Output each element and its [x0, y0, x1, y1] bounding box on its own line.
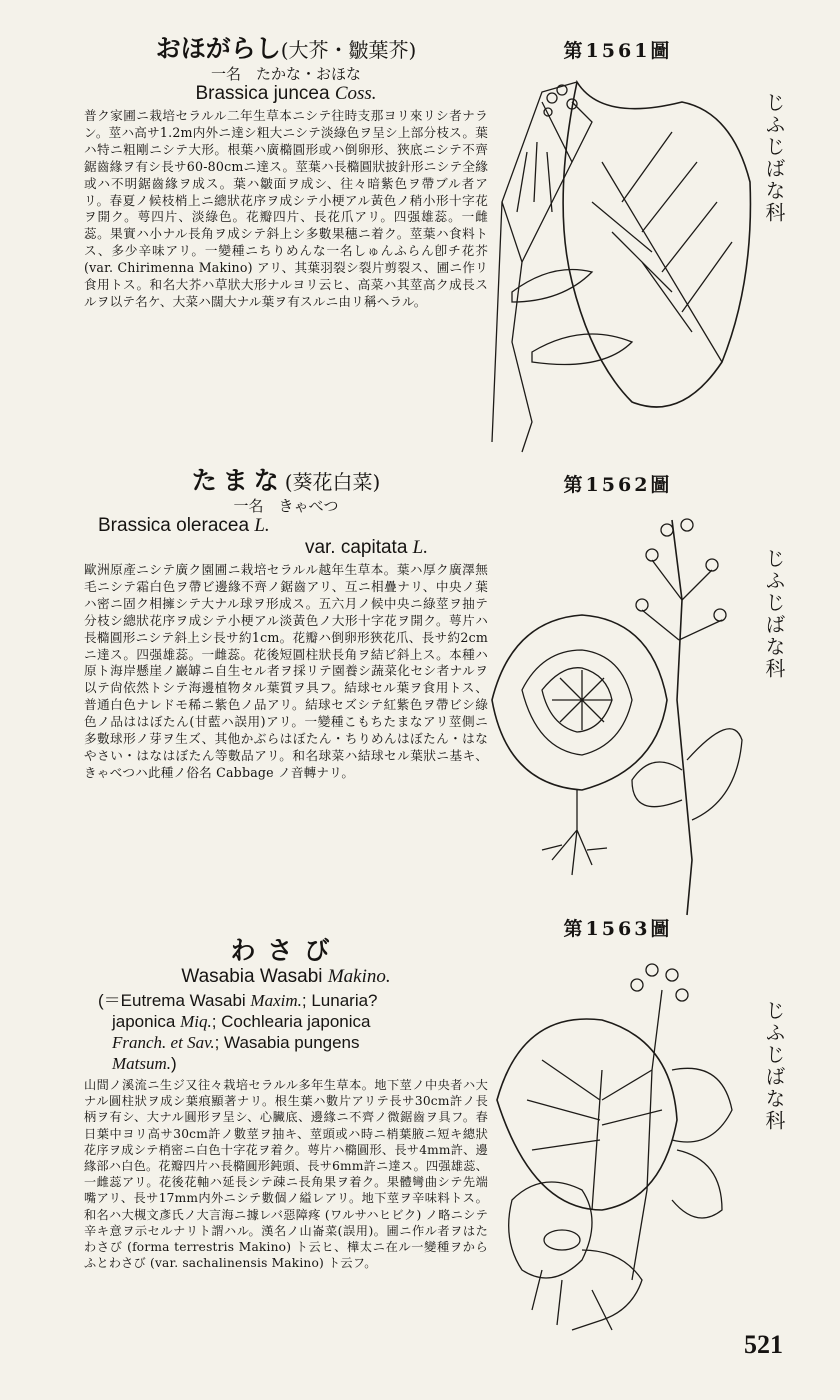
title-text: わさび — [230, 936, 342, 965]
entry-description: 山間ノ溪流ニ生ジ又往々栽培セラルル多年生草本。地下莖ノ中央者ハ大ナル圓柱狀ヲ成シ葉痕顯著ナリ。根生葉ハ數片アリテ長サ30cm許ノ長柄ヲ有シ、大ナル圓形ヲ呈シ、心臟底、邊緣ニ不齊ノ微鋸齒ヲ具フ。春日葉中ヨリ高サ30cm許ノ數莖ヲ抽キ、莖頭或ハ時ニ梢葉腋ニ短キ總狀花序ヲ成シテ梢密ニ白色十字花ヲ着ク。萼片ハ橢圓形、長サ4mm許、邊緣部ハ白色。花瓣四片ハ長橢圓形鈍頭、長サ6mm許ニ達ス。四强雄蕊、一雌蕊アリ。花後花軸ハ延長シテ疎ニ長角果ヲ着ク。果體彎曲シテ先端嘴アリ、長サ17mm内外ニシテ數個ノ縊レアリ。地下莖ヲ辛味料トス。和名ハ大槻文彥氏ノ大言海ニ據レバ惡障疼 (ワルサハヒビク) ノ略ニシテ辛キ意ヲ示セルナリト謂ハル。漢名ノ山崙菜(誤用)。圃ニ作ル者ヲはたわさび (forma terrestris Makino) ト云ヒ、樺太ニ在ル一變種ヲからふとわさび (var. sachalinensis Makino) ト云フ。 — [84, 1078, 488, 1271]
family-label: じふじばな科 — [762, 92, 786, 224]
scientific-name — [84, 515, 488, 537]
figure-label-1563: 第1563圖 — [563, 918, 673, 940]
synonym-line — [98, 1053, 488, 1074]
scientific-variety — [84, 537, 488, 559]
sci-var: var. capitata — [304, 537, 408, 558]
family-label: じふじばな科 — [762, 1000, 786, 1132]
syn-author: Maxim. — [250, 991, 302, 1010]
family-label: じふじばな科 — [762, 548, 786, 680]
figure-label-1562: 第1562圖 — [563, 474, 673, 496]
page-number: 521 — [744, 1330, 783, 1359]
sci-author: L. — [254, 515, 270, 536]
sci-var-author: L. — [412, 537, 428, 558]
title-kanji: (大芥・皺葉芥) — [280, 38, 417, 62]
syn-tail: ; Lunaria? — [301, 991, 378, 1010]
entry-title — [84, 466, 488, 497]
title-kanji: (葵花白菜) — [284, 470, 381, 494]
syn-author: Franch. et Sav. — [112, 1033, 215, 1052]
sci-author: Coss. — [334, 83, 377, 104]
entry-ohogarashi — [84, 34, 488, 311]
entry-description: 歐洲原產ニシテ廣ク園圃ニ栽培セラルル越年生草本。葉ハ厚ク廣澤無毛ニシテ霜白色ヲ帶ビ邊緣不齊ノ鋸齒アリ、互ニ相疊ナリ、中央ノ葉ハ密ニ固ク相擁シテ大ナル球ヲ形成ス。五六月ノ候中央ニ綠莖ヲ抽テ分枝シ總狀花序ヲ成シテ小梗アル淡黃色ノ大形十字花ヲ開ク。萼片ハ長橢圓形ニシテ斜上シ長サ約1cm。花瓣ハ倒卵形狹花爪、長サ約2cmニ達ス。四强雄蕊。一雌蕊。花後短圓柱狀長角ヲ結ビ斜上ス。本種ハ原ト海岸懸崖ノ巖罅ニ自生セル者ヲ採リテ園養シ蔬菜化セシ者ナルヲ以テ尙依然トシテ海邊植物タル葉質ヲ具フ。結球セル葉ヲ食用トス、普通白色ナレドモ稀ニ紫色ノ品アリ。結球セズシテ紅紫色ヲ帶ビシ綠色ノ品ははぼたん(甘藍ハ誤用)アリ。一變種こもちたまなアリ莖側ニ多數球形ノ芽ヲ生ズ、其他かぶらはぼたん・ちりめんはぼたん・はなやさい・はなはぼたん等數品アリ。和名球菜ハ結球セル葉狀ニ基キ、きゃべつハ此種ノ俗名 Cabbage ノ音轉ナリ。 — [84, 562, 488, 780]
syn-tail: ; Cochlearia japonica — [211, 1012, 371, 1031]
illustration-brassica-juncea — [482, 62, 762, 457]
illustration-brassica-oleracea — [482, 500, 762, 920]
entry-description: 普ク家圃ニ栽培セラルル二年生草本ニシテ往時支那ヨリ來リシ者ナラン。莖ハ高サ1.2m内外ニ達シ粗大ニシテ淡綠色ヲ呈シ上部分枝ス。葉ハ特ニ粗剛ニシテ大形。根葉ハ廣橢圓形或ハ倒卵形、狹底ニシテ不齊鋸齒緣ヲ有シ長サ60-80cmニ達ス。莖葉ハ長橢圓狀披針形ニシテ全緣或ハ不明鋸齒緣ヲ成ス。葉ハ皺面ヲ成シ、往々暗紫色ヲ帶ブル者アリ。春夏ノ候枝梢上ニ總狀花序ヲ成シテ小梗アル黃色ノ稍小形十字花ヲ開ク。萼四片、淡綠色。花瓣四片、長花爪アリ。四强雄蕊。一雌蕊。果實ハ小ナル長角ヲ成シテ斜上シ多數果穗ニ着ク。莖葉ハ食料トス、多少辛味アリ。一變種ニちりめんな一名しゅんふらん卽チ花芥 (var. Chirimenna Makino) アリ、其葉羽裂シ裂片剪裂ス、圃ニ作リ食用トス。和名大芥ハ草狀大形ナルヨリ云ヒ、高菜ハ其莖高ク成長スルヲ以テ名ケ、大菜ハ闊大ナル葉ヲ有スルニ由リ稱ヘラル。 — [84, 108, 488, 309]
title-text: たまな — [191, 466, 285, 495]
title-text: おほがらし — [155, 34, 281, 63]
scientific-name — [84, 966, 488, 988]
alias-line: 一名 きゃべつ — [233, 497, 339, 515]
scientific-name — [84, 83, 488, 105]
entry-tamana — [84, 466, 488, 782]
syn-tail: ; Wasabia pungens — [214, 1033, 360, 1052]
synonym-line — [98, 990, 488, 1011]
synonym-line — [98, 1032, 488, 1053]
synonym-line — [98, 1011, 488, 1032]
syn-author: Matsum. — [112, 1054, 172, 1073]
syn-text: japonica — [112, 1012, 181, 1031]
syn-tail: ) — [171, 1054, 177, 1073]
illustration-wasabia — [482, 950, 762, 1340]
entry-title — [84, 936, 488, 966]
sci-author: Makino. — [327, 966, 391, 987]
entry-wasabi — [84, 936, 488, 1271]
alias-line: 一名 たかな・おほな — [210, 65, 361, 83]
entry-title — [84, 34, 488, 65]
sci-binomial: Brassica juncea — [195, 83, 330, 104]
syn-text: (＝Eutrema Wasabi — [98, 991, 251, 1010]
synonym-list — [98, 990, 488, 1074]
sci-binomial: Wasabia Wasabi — [181, 966, 323, 987]
figure-label-1561: 第1561圖 — [563, 40, 673, 62]
sci-binomial: Brassica oleracea — [98, 515, 250, 536]
syn-author: Miq. — [180, 1012, 212, 1031]
